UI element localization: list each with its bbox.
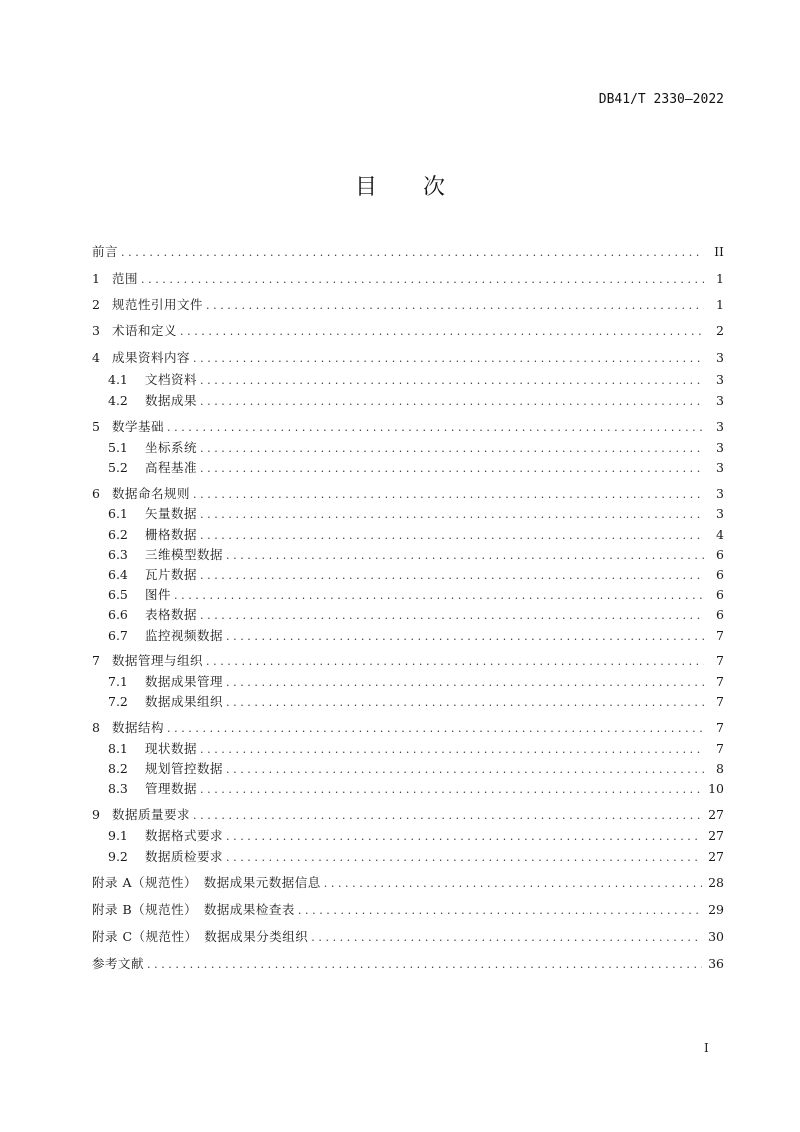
toc-entry[interactable] bbox=[108, 546, 724, 564]
toc-entry-number: 8.1 bbox=[108, 741, 128, 756]
dot-leader bbox=[200, 566, 704, 584]
page-title bbox=[0, 170, 800, 201]
toc-entry-number: 9 bbox=[92, 807, 100, 822]
toc-entry-number: 6.6 bbox=[108, 607, 128, 622]
toc-entry-number: 4.1 bbox=[108, 372, 128, 387]
dot-leader bbox=[200, 392, 704, 410]
toc-entry-label: 规划管控数据 bbox=[145, 761, 224, 776]
dot-leader bbox=[200, 740, 704, 758]
toc-entry-number: 6.7 bbox=[108, 628, 128, 643]
toc-entry-page: 6 bbox=[716, 547, 724, 562]
toc-entry-page: 7 bbox=[716, 741, 724, 756]
toc-entry[interactable] bbox=[92, 349, 724, 367]
toc-entry-page: 27 bbox=[708, 807, 724, 822]
dot-leader bbox=[200, 459, 704, 477]
dot-leader bbox=[206, 296, 704, 314]
toc-entry-page: 7 bbox=[716, 674, 724, 689]
toc-entry-number: 6.5 bbox=[108, 587, 128, 602]
toc-entry-label: 栅格数据 bbox=[145, 527, 198, 542]
toc-entry-label: 矢量数据 bbox=[145, 506, 198, 521]
toc-entry-number: 2 bbox=[92, 297, 100, 312]
title-char-2: 次 bbox=[423, 175, 446, 200]
dot-leader bbox=[226, 673, 704, 691]
dot-leader bbox=[226, 848, 702, 866]
dot-leader bbox=[200, 439, 704, 457]
toc-entry[interactable] bbox=[92, 806, 724, 824]
toc-entry-page: 2 bbox=[716, 323, 724, 338]
toc-entry-label: 数据成果 bbox=[145, 393, 198, 408]
toc-entry-page: 7 bbox=[716, 694, 724, 709]
toc-entry-page: 6 bbox=[716, 607, 724, 622]
toc-entry-label: 数据格式要求 bbox=[145, 828, 224, 843]
toc-entry-page: 29 bbox=[708, 902, 724, 917]
toc-entry[interactable] bbox=[92, 719, 724, 737]
toc-entry-number: 8.2 bbox=[108, 761, 128, 776]
toc-entry-label: 术语和定义 bbox=[112, 323, 178, 338]
toc-entry-appendix[interactable] bbox=[92, 928, 724, 946]
dot-leader bbox=[193, 349, 704, 367]
toc-entry[interactable] bbox=[108, 760, 724, 778]
dot-leader bbox=[180, 322, 704, 340]
toc-entry-label: 规范性引用文件 bbox=[112, 297, 204, 312]
toc-entry-number: 5 bbox=[92, 419, 100, 434]
toc-entry-number: 6.3 bbox=[108, 547, 128, 562]
toc-entry[interactable] bbox=[108, 827, 724, 845]
toc-entry-page: 3 bbox=[716, 460, 724, 475]
dot-leader bbox=[226, 693, 704, 711]
toc-entry[interactable] bbox=[108, 459, 724, 477]
toc-entry-page: 7 bbox=[716, 653, 724, 668]
dot-leader bbox=[167, 719, 704, 737]
toc-entry-page: 7 bbox=[716, 720, 724, 735]
toc-entry-number: 5.2 bbox=[108, 460, 128, 475]
dot-leader bbox=[121, 243, 704, 261]
toc-entry-page: 6 bbox=[716, 587, 724, 602]
toc-entry-number: 8.3 bbox=[108, 781, 128, 796]
toc-entry-number: 6.1 bbox=[108, 506, 128, 521]
dot-leader bbox=[298, 901, 702, 919]
toc-entry-page: II bbox=[714, 244, 724, 259]
toc-entry[interactable] bbox=[92, 652, 724, 670]
toc-entry-page: 3 bbox=[716, 506, 724, 521]
toc-entry-label: 表格数据 bbox=[145, 607, 198, 622]
toc-entry-label: 参考文献 bbox=[92, 956, 145, 971]
toc-entry-number: 7.2 bbox=[108, 694, 128, 709]
toc-entry[interactable] bbox=[108, 693, 724, 711]
toc-entry[interactable] bbox=[108, 439, 724, 457]
toc-entry-label: 前言 bbox=[92, 244, 119, 259]
toc-entry-label: 三维模型数据 bbox=[145, 547, 224, 562]
toc-entry[interactable] bbox=[92, 418, 724, 436]
dot-leader bbox=[200, 505, 704, 523]
toc-entry[interactable] bbox=[108, 392, 724, 410]
toc-entry[interactable] bbox=[108, 505, 724, 523]
dot-leader bbox=[141, 270, 704, 288]
toc-entry[interactable] bbox=[108, 606, 724, 624]
dot-leader bbox=[206, 652, 704, 670]
toc-entry[interactable] bbox=[108, 740, 724, 758]
dot-leader bbox=[311, 928, 702, 946]
dot-leader bbox=[167, 418, 704, 436]
toc-entry-number: 1 bbox=[92, 271, 100, 286]
toc-entry-page: 8 bbox=[716, 761, 724, 776]
toc-entry-page: 6 bbox=[716, 567, 724, 582]
toc-entry-number: 6.4 bbox=[108, 567, 128, 582]
dot-leader bbox=[193, 485, 704, 503]
toc-entry-page: 3 bbox=[716, 440, 724, 455]
toc-entry-label: 数据结构 bbox=[112, 720, 165, 735]
toc-entry-label: 范围 bbox=[112, 271, 139, 286]
dot-leader bbox=[226, 546, 704, 564]
standard-code: DB41/T 2330—2022 bbox=[598, 92, 724, 107]
toc-entry[interactable] bbox=[108, 780, 724, 798]
toc-entry[interactable] bbox=[108, 673, 724, 691]
toc-entry-number: 4.2 bbox=[108, 393, 128, 408]
toc-entry[interactable] bbox=[108, 848, 724, 866]
toc-entry-appendix[interactable] bbox=[92, 901, 724, 919]
toc-entry-label: 数学基础 bbox=[112, 419, 165, 434]
toc-entry-page: 7 bbox=[716, 628, 724, 643]
toc-entry-number: 6.2 bbox=[108, 527, 128, 542]
dot-leader bbox=[324, 874, 702, 892]
toc-entry-label: 数据质检要求 bbox=[145, 849, 224, 864]
toc-entry-label: 现状数据 bbox=[145, 741, 198, 756]
toc-entry-number: 5.1 bbox=[108, 440, 128, 455]
toc-entry[interactable] bbox=[92, 322, 724, 340]
toc-entry-label: 坐标系统 bbox=[145, 440, 198, 455]
toc-entry-page: 3 bbox=[716, 393, 724, 408]
toc-entry-label: 图件 bbox=[145, 587, 172, 602]
dot-leader bbox=[174, 586, 704, 604]
dot-leader bbox=[226, 627, 704, 645]
toc-entry[interactable] bbox=[108, 371, 724, 389]
toc-entry[interactable] bbox=[92, 296, 724, 314]
toc-entry[interactable] bbox=[92, 243, 724, 261]
toc-entry-label: 数据管理与组织 bbox=[112, 653, 204, 668]
toc-entry-number: 7.1 bbox=[108, 674, 128, 689]
toc-entry-label: 附录 A（规范性） 数据成果元数据信息 bbox=[92, 875, 321, 890]
toc-entry-label: 数据质量要求 bbox=[112, 807, 191, 822]
toc-entry[interactable] bbox=[108, 566, 724, 584]
toc-entry-page: 10 bbox=[708, 781, 724, 796]
toc-entry-label: 瓦片数据 bbox=[145, 567, 198, 582]
toc-entry[interactable] bbox=[108, 586, 724, 604]
toc-entry-number: 8 bbox=[92, 720, 100, 735]
dot-leader bbox=[200, 606, 704, 624]
toc-entry-label: 监控视频数据 bbox=[145, 628, 224, 643]
toc-entry-page: 3 bbox=[716, 350, 724, 365]
toc-entry-page: 36 bbox=[708, 956, 724, 971]
page-number: I bbox=[704, 1041, 709, 1055]
title-char-1: 目 bbox=[354, 175, 377, 200]
toc-entry-page: 3 bbox=[716, 372, 724, 387]
toc-entry[interactable] bbox=[108, 627, 724, 645]
toc-entry-page: 3 bbox=[716, 419, 724, 434]
dot-leader bbox=[200, 371, 704, 389]
toc-entry[interactable] bbox=[92, 485, 724, 503]
toc-entry-page: 4 bbox=[716, 527, 724, 542]
toc-entry-label: 数据成果管理 bbox=[145, 674, 224, 689]
toc-entry-label: 数据成果组织 bbox=[145, 694, 224, 709]
toc-entry-number: 6 bbox=[92, 486, 100, 501]
toc-entry-label: 管理数据 bbox=[145, 781, 198, 796]
dot-leader bbox=[200, 780, 702, 798]
toc-entry-number: 4 bbox=[92, 350, 100, 365]
toc-entry-number: 3 bbox=[92, 323, 100, 338]
toc-entry-number: 7 bbox=[92, 653, 100, 668]
toc-entry-number: 9.1 bbox=[108, 828, 128, 843]
toc-entry-label: 附录 B（规范性） 数据成果检查表 bbox=[92, 902, 295, 917]
toc-entry[interactable] bbox=[108, 526, 724, 544]
toc-entry-page: 27 bbox=[708, 849, 724, 864]
dot-leader bbox=[200, 526, 704, 544]
toc-entry-references[interactable] bbox=[92, 955, 724, 973]
toc-entry[interactable] bbox=[92, 270, 724, 288]
toc-entry-page: 28 bbox=[708, 875, 724, 890]
toc-entry-label: 数据命名规则 bbox=[112, 486, 191, 501]
toc-entry-number: 9.2 bbox=[108, 849, 128, 864]
dot-leader bbox=[147, 955, 702, 973]
dot-leader bbox=[193, 806, 702, 824]
toc-entry-appendix[interactable] bbox=[92, 874, 724, 892]
toc-entry-page: 1 bbox=[716, 271, 724, 286]
toc-entry-page: 1 bbox=[716, 297, 724, 312]
dot-leader bbox=[226, 827, 702, 845]
toc-entry-page: 30 bbox=[708, 929, 724, 944]
toc-entry-label: 文档资料 bbox=[145, 372, 198, 387]
toc-entry-page: 27 bbox=[708, 828, 724, 843]
dot-leader bbox=[226, 760, 704, 778]
toc-entry-label: 成果资料内容 bbox=[112, 350, 191, 365]
toc-entry-label: 高程基准 bbox=[145, 460, 198, 475]
toc-entry-label: 附录 C（规范性） 数据成果分类组织 bbox=[92, 929, 309, 944]
toc-entry-page: 3 bbox=[716, 486, 724, 501]
